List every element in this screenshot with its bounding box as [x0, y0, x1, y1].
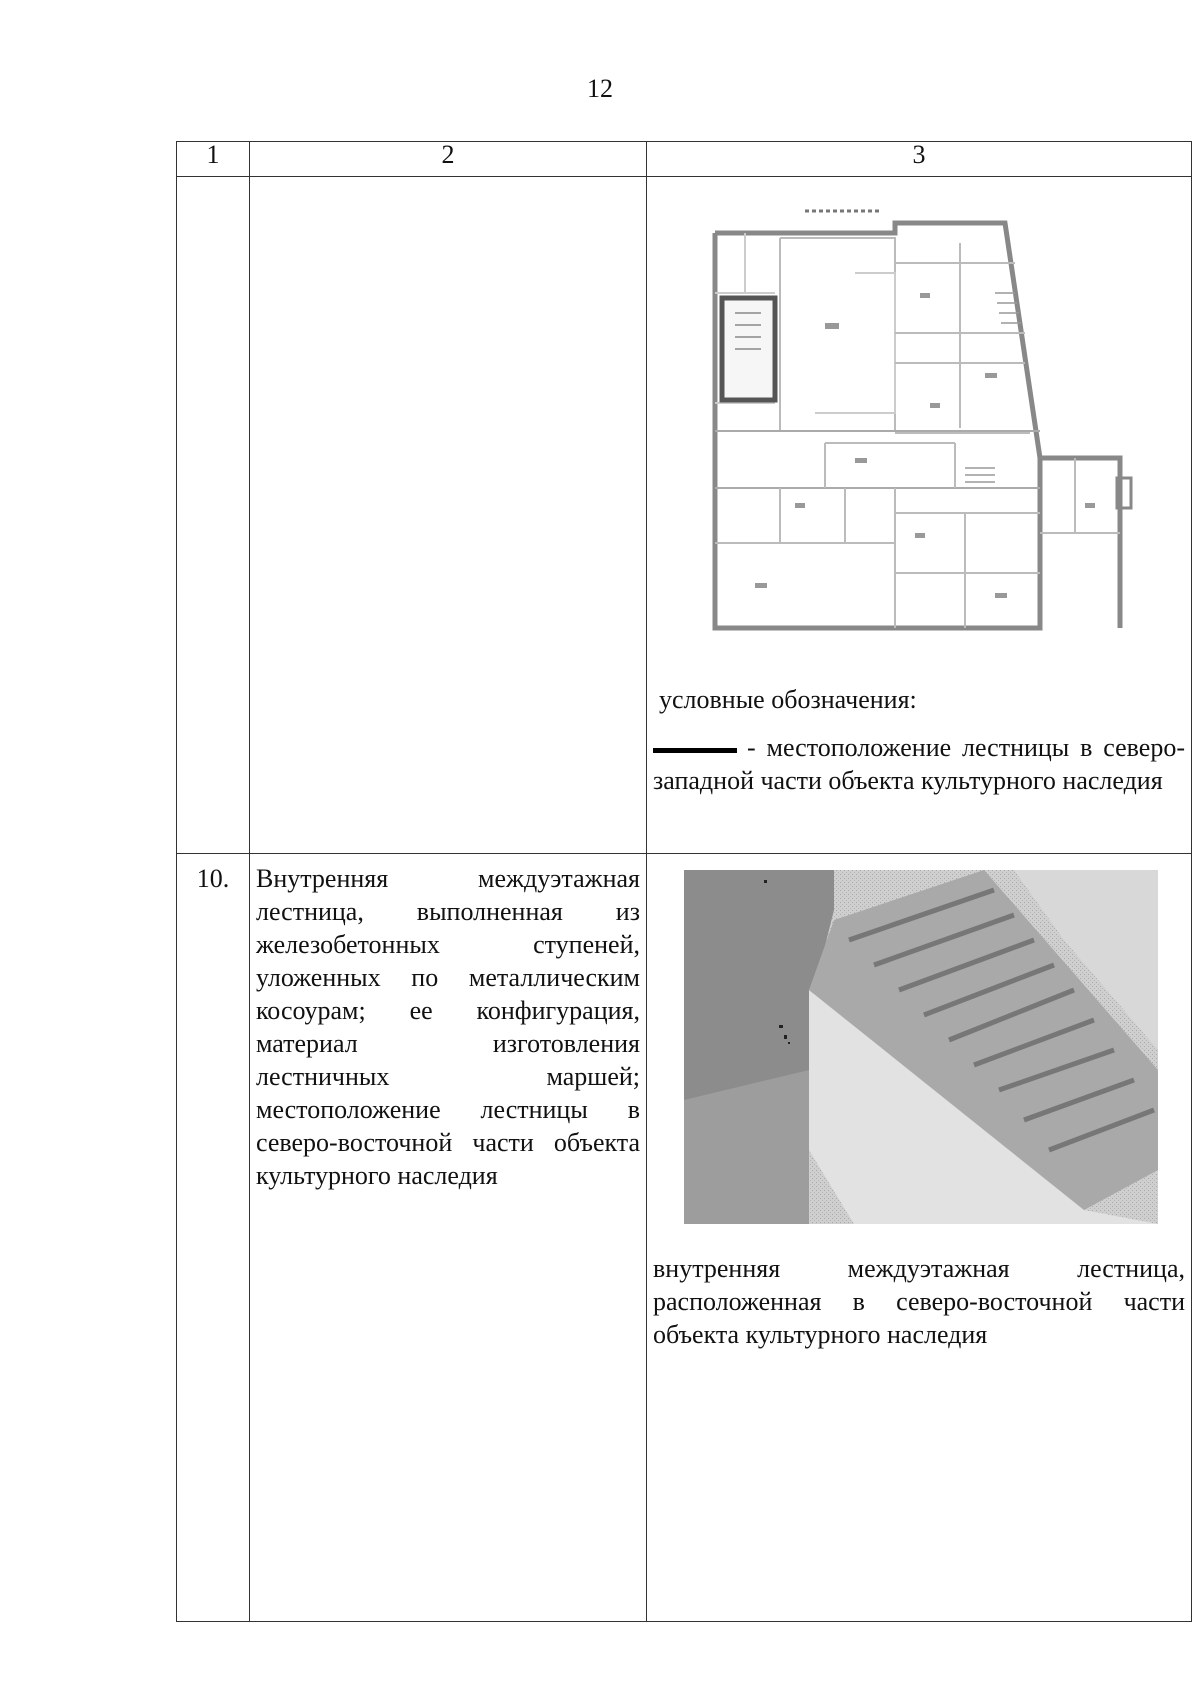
- legend-description: - местоположение лестницы в северо- западной части объекта культурного наследия: [653, 733, 1185, 795]
- table-row-10: [177, 854, 1192, 1622]
- photo-caption: внутренняя междуэтажная лестница, расположенная в северо-восточной части объекта культурного наследия: [653, 1254, 1185, 1349]
- header-col-3: 3: [647, 142, 1192, 177]
- staircase-photo-icon: [684, 870, 1158, 1224]
- row-description-cell: Внутренняя междуэтажная лестница, выполненная из железобетонных ступеней, уложенных по металлическим косоурам; ее конфигурация, материал изготовления лестничных маршей; местоположение лестницы в северо-восточной части объекта культурного наследия: [250, 854, 647, 1622]
- row-figure-cell: [647, 177, 1192, 854]
- legend-entry: [653, 731, 1185, 797]
- page-number: 12: [587, 74, 613, 103]
- table-row-continuation: [177, 177, 1192, 854]
- row-description-cell: [250, 177, 647, 854]
- legend-line-icon: [653, 748, 737, 753]
- row-figure-cell: [647, 854, 1192, 1622]
- heritage-elements-table: [176, 141, 1192, 1622]
- floor-plan-icon: [695, 203, 1155, 673]
- legend-title: условные обозначения:: [659, 685, 917, 714]
- header-col-2: 2: [250, 142, 647, 177]
- row-number-cell: [177, 177, 250, 854]
- header-col-1: 1: [177, 142, 250, 177]
- table-header-row: [177, 142, 1192, 177]
- row-number-cell: 10.: [177, 854, 250, 1622]
